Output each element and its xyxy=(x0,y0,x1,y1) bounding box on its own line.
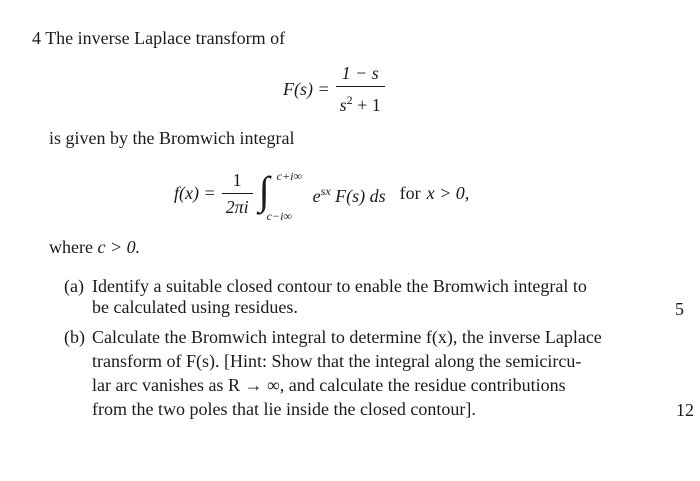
part-a-marks: 5 xyxy=(675,299,684,319)
part-b-label: (b) xyxy=(64,327,85,347)
part-b-line-4: from the two poles that lie inside the closed contour]. xyxy=(92,399,476,419)
equation-F-of-s xyxy=(283,62,385,116)
eq2-fraction xyxy=(222,169,253,218)
part-b-line-3: lar arc vanishes as R → ∞, and calculate the residue contributions xyxy=(92,375,566,395)
equation-bromwich xyxy=(174,165,469,221)
part-b-line-2: transform of F(s). [Hint: Show that the integral along the semicircu- xyxy=(92,351,582,371)
eq2-integrand xyxy=(313,180,386,207)
part-a-label: (a) xyxy=(64,276,84,296)
part-b-marks: 12 xyxy=(676,400,694,420)
where-clause xyxy=(49,236,140,258)
eq1-den-rest: + 1 xyxy=(352,95,381,115)
eq2-for-text: for xyxy=(399,183,421,203)
where-text: where xyxy=(49,237,93,257)
part-a-line-2: be calculated using residues. xyxy=(92,297,298,317)
where-condition: c > 0. xyxy=(97,237,141,257)
eq2-integrand-rest: F(s) ds xyxy=(335,185,386,206)
eq2-exp-base: e xyxy=(312,185,321,206)
bromwich-intro: is given by the Bromwich integral xyxy=(49,128,295,148)
eq1-fraction-bar xyxy=(336,86,385,87)
part-b-line-1: Calculate the Bromwich integral to determine f(x), the inverse Laplace xyxy=(92,327,602,347)
eq2-fraction-bar xyxy=(222,193,253,194)
eq2-upper-limit: c+i∞ xyxy=(276,169,302,183)
eq1-lhs: F(s) = xyxy=(283,79,330,99)
eq1-den-base: s xyxy=(339,95,347,115)
eq1-denominator xyxy=(336,89,385,116)
eq2-frac-num: 1 xyxy=(232,169,242,190)
eq2-lhs: f(x) = xyxy=(174,183,216,203)
eq2-condition: x > 0, xyxy=(426,183,470,203)
eq1-numerator: 1 − s xyxy=(341,63,379,83)
eq2-frac-den: 2πi xyxy=(225,196,249,217)
eq1-fraction xyxy=(336,62,385,116)
eq2-lower-limit: c−i∞ xyxy=(266,209,292,223)
eq2-exp-sup: sx xyxy=(320,183,331,198)
eq1-den-exp: 2 xyxy=(346,93,353,107)
part-a-line-1: Identify a suitable closed contour to enable the Bromwich integral to xyxy=(92,276,587,296)
question-header xyxy=(32,27,285,49)
question-intro: The inverse Laplace transform of xyxy=(45,28,286,48)
question-number: 4 xyxy=(32,28,41,48)
integral-symbol-group xyxy=(259,165,307,221)
integral-sign-icon: ∫ xyxy=(258,168,270,213)
